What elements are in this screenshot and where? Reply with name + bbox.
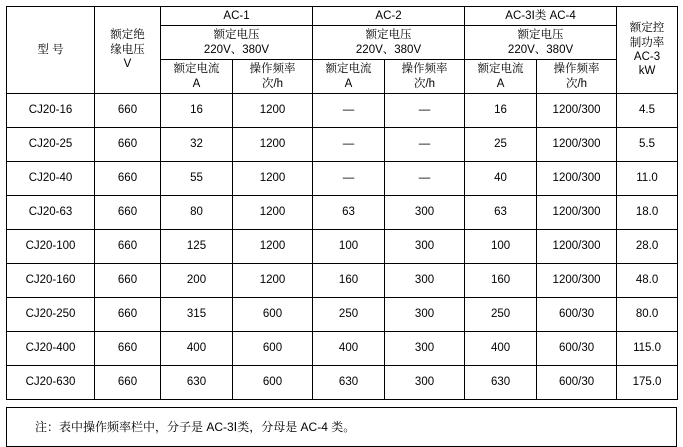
table-row: [7, 195, 678, 229]
header-ac2-current: [313, 60, 385, 94]
cell-ac1-frequency: 1200: [233, 93, 313, 127]
header-ac1-current-l2: A: [192, 77, 201, 90]
cell-ac2-frequency: 300: [385, 263, 465, 297]
cell-ac2-frequency: 300: [385, 229, 465, 263]
header-uv-l3: V: [123, 58, 132, 71]
header-uv-l2: 缘电压: [110, 43, 145, 56]
table-note: [6, 407, 677, 447]
cell-insulation-voltage: 660: [95, 127, 161, 161]
cell-ac3-frequency: 600/30: [537, 365, 617, 399]
cell-ac1-current: 315: [161, 297, 233, 331]
cell-ac1-current: 55: [161, 161, 233, 195]
cell-model: CJ20-160: [7, 263, 95, 297]
cell-insulation-voltage: 660: [95, 161, 161, 195]
cell-insulation-voltage: 660: [95, 229, 161, 263]
header-ac3-voltage: [465, 26, 617, 60]
cell-ac3-current: 630: [465, 365, 537, 399]
header-ac3-current-l2: A: [496, 77, 505, 90]
header-uv-l1: 额定绝: [110, 29, 145, 42]
cell-model: CJ20-250: [7, 297, 95, 331]
cell-insulation-voltage: 660: [95, 297, 161, 331]
cell-model: CJ20-630: [7, 365, 95, 399]
cell-ac1-frequency: 1200: [233, 229, 313, 263]
header-ac3-voltage-l2: 220V、380V: [507, 43, 574, 56]
cell-ac1-frequency: 1200: [233, 127, 313, 161]
table-body: [7, 93, 678, 399]
header-ac2-voltage-l2: 220V、380V: [355, 43, 422, 56]
cell-control-power: 115.0: [617, 331, 678, 365]
cell-ac3-frequency: 1200/300: [537, 263, 617, 297]
table-row: [7, 331, 678, 365]
header-ac3-frequency: [537, 60, 617, 94]
cell-control-power: 5.5: [617, 127, 678, 161]
cell-ac3-frequency: 600/30: [537, 331, 617, 365]
cell-control-power: 80.0: [617, 297, 678, 331]
header-group-ac3-ac4-label: AC-3Ⅰ类 AC-4: [505, 10, 576, 22]
cell-ac3-current: 400: [465, 331, 537, 365]
header-ac1-frequency-l2: 次/h: [261, 77, 284, 90]
header-ac2-frequency-l1: 操作频率: [401, 63, 448, 76]
header-ac3-frequency-l2: 次/h: [565, 77, 588, 90]
cell-ac1-current: 80: [161, 195, 233, 229]
cell-insulation-voltage: 660: [95, 195, 161, 229]
cell-ac2-current: 160: [313, 263, 385, 297]
cell-control-power: 48.0: [617, 263, 678, 297]
header-ac3-frequency-l1: 操作频率: [553, 63, 600, 76]
cell-ac1-current: 32: [161, 127, 233, 161]
cell-ac3-frequency: 1200/300: [537, 93, 617, 127]
cell-ac2-frequency: —: [385, 93, 465, 127]
header-rated-control-power: [617, 7, 678, 94]
specification-table: [6, 6, 678, 400]
table-row: [7, 127, 678, 161]
cell-model: CJ20-25: [7, 127, 95, 161]
table-row: [7, 93, 678, 127]
cell-ac2-current: 63: [313, 195, 385, 229]
cell-model: CJ20-63: [7, 195, 95, 229]
header-model: [7, 7, 95, 94]
cell-ac2-current: —: [313, 127, 385, 161]
cell-ac3-current: 100: [465, 229, 537, 263]
cell-insulation-voltage: 660: [95, 93, 161, 127]
cell-ac2-current: 100: [313, 229, 385, 263]
cell-ac1-current: 400: [161, 331, 233, 365]
table-note-text: 注：表中操作频率栏中，分子是 AC-3Ⅰ类，分母是 AC-4 类。: [35, 420, 356, 435]
header-ac3-current-l1: 额定电流: [477, 63, 524, 76]
cell-ac1-current: 630: [161, 365, 233, 399]
header-ac1-voltage: [161, 26, 313, 60]
cell-ac3-current: 63: [465, 195, 537, 229]
cell-ac1-frequency: 1200: [233, 195, 313, 229]
cell-insulation-voltage: 660: [95, 263, 161, 297]
table-row: [7, 297, 678, 331]
cell-ac3-current: 250: [465, 297, 537, 331]
header-group-ac1-label: AC-1: [223, 10, 250, 22]
cell-ac1-frequency: 600: [233, 331, 313, 365]
cell-ac1-frequency: 1200: [233, 263, 313, 297]
cell-ac3-frequency: 1200/300: [537, 195, 617, 229]
table-row: [7, 365, 678, 399]
cell-ac2-frequency: 300: [385, 331, 465, 365]
header-group-ac3-ac4: [465, 7, 617, 26]
header-ac2-current-l2: A: [344, 77, 353, 90]
cell-ac3-current: 160: [465, 263, 537, 297]
header-ac1-current: [161, 60, 233, 94]
cell-ac2-frequency: —: [385, 161, 465, 195]
header-ac1-frequency: [233, 60, 313, 94]
cell-control-power: 18.0: [617, 195, 678, 229]
table-row: [7, 161, 678, 195]
cell-model: CJ20-16: [7, 93, 95, 127]
header-group-ac2: [313, 7, 465, 26]
header-ac1-voltage-l1: 额定电压: [213, 29, 260, 42]
cell-ac2-current: —: [313, 93, 385, 127]
header-kw-l2: 制功率: [629, 36, 665, 49]
cell-ac2-current: 630: [313, 365, 385, 399]
header-ac2-frequency: [385, 60, 465, 94]
header-group-ac1: [161, 7, 313, 26]
cell-ac3-current: 25: [465, 127, 537, 161]
header-ac3-voltage-l1: 额定电压: [517, 29, 564, 42]
cell-ac2-current: 250: [313, 297, 385, 331]
cell-control-power: 4.5: [617, 93, 678, 127]
cell-ac1-current: 125: [161, 229, 233, 263]
cell-model: CJ20-40: [7, 161, 95, 195]
header-ac1-voltage-l2: 220V、380V: [203, 43, 270, 56]
table-row: [7, 263, 678, 297]
cell-insulation-voltage: 660: [95, 331, 161, 365]
cell-ac1-current: 200: [161, 263, 233, 297]
cell-ac3-current: 16: [465, 93, 537, 127]
cell-model: CJ20-400: [7, 331, 95, 365]
cell-ac1-current: 16: [161, 93, 233, 127]
cell-ac2-current: 400: [313, 331, 385, 365]
header-group-ac2-label: AC-2: [375, 10, 402, 22]
cell-ac2-current: —: [313, 161, 385, 195]
cell-ac2-frequency: 300: [385, 195, 465, 229]
table-row: [7, 229, 678, 263]
cell-ac1-frequency: 600: [233, 365, 313, 399]
cell-control-power: 175.0: [617, 365, 678, 399]
cell-ac1-frequency: 1200: [233, 161, 313, 195]
header-ac1-frequency-l1: 操作频率: [249, 63, 296, 76]
cell-control-power: 28.0: [617, 229, 678, 263]
cell-control-power: 11.0: [617, 161, 678, 195]
header-ac2-voltage-l1: 额定电压: [365, 29, 412, 42]
cell-ac2-frequency: 300: [385, 297, 465, 331]
header-ac3-current: [465, 60, 537, 94]
cell-ac3-current: 40: [465, 161, 537, 195]
cell-insulation-voltage: 660: [95, 365, 161, 399]
cell-ac2-frequency: —: [385, 127, 465, 161]
cell-model: CJ20-100: [7, 229, 95, 263]
header-ac1-current-l1: 额定电流: [173, 63, 220, 76]
cell-ac3-frequency: 600/30: [537, 297, 617, 331]
cell-ac1-frequency: 600: [233, 297, 313, 331]
table-header: [7, 7, 678, 94]
header-kw-l4: kW: [638, 65, 656, 78]
cell-ac3-frequency: 1200/300: [537, 127, 617, 161]
header-ac2-frequency-l2: 次/h: [413, 77, 436, 90]
header-model-label: 型 号: [37, 43, 64, 56]
header-ac2-voltage: [313, 26, 465, 60]
cell-ac3-frequency: 1200/300: [537, 161, 617, 195]
header-kw-l1: 额定控: [629, 22, 665, 35]
header-kw-l3: AC-3: [633, 50, 661, 63]
header-ac2-current-l1: 额定电流: [325, 63, 372, 76]
cell-ac3-frequency: 1200/300: [537, 229, 617, 263]
header-rated-insulation-voltage: [95, 7, 161, 94]
cell-ac2-frequency: 300: [385, 365, 465, 399]
